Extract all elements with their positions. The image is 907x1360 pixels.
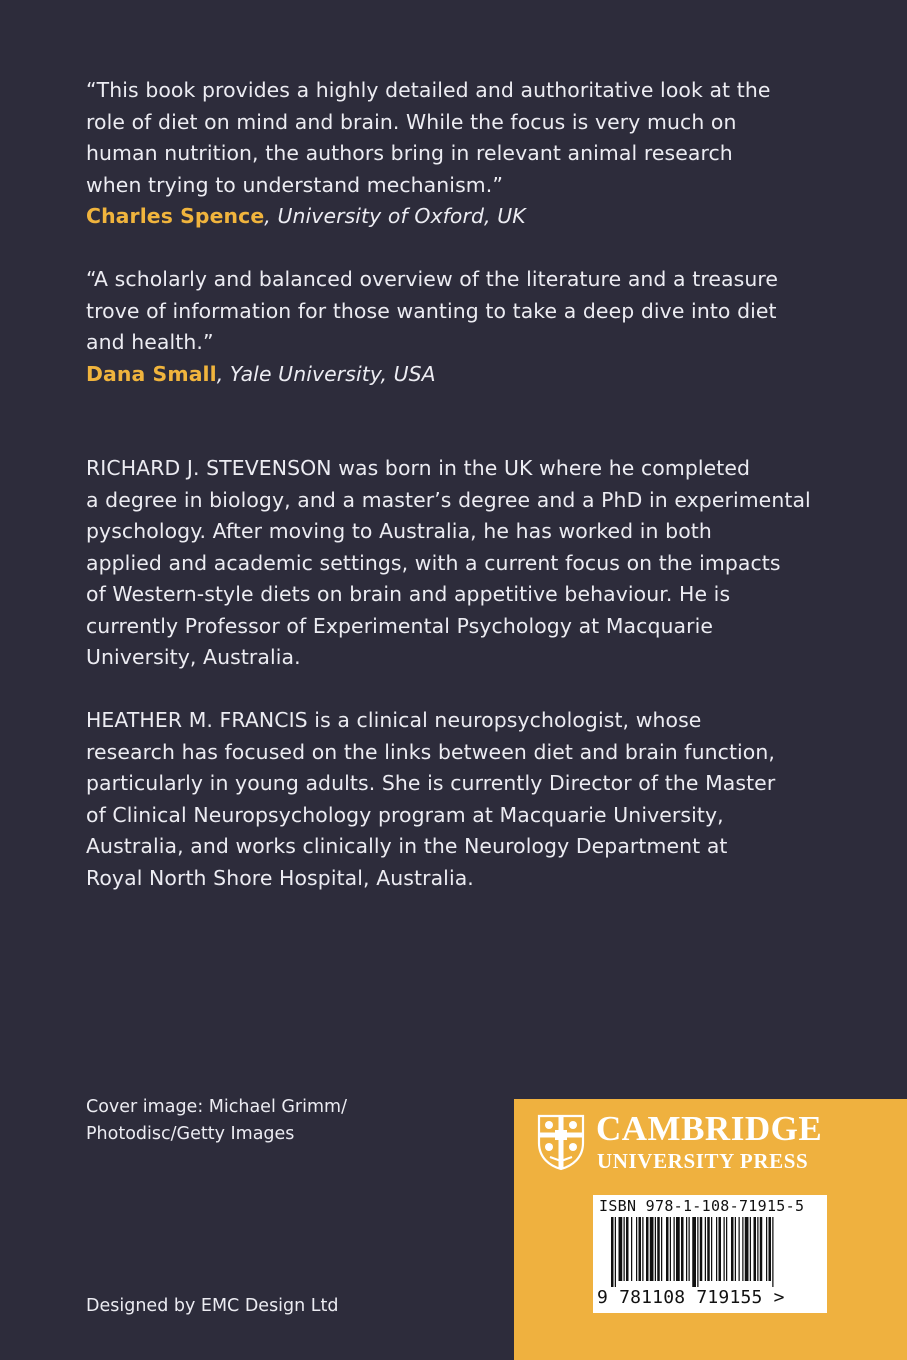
reviewer-affiliation: , Yale University, USA bbox=[216, 361, 436, 386]
barcode-bar bbox=[661, 1217, 662, 1281]
bio-line: University, Australia. bbox=[86, 645, 301, 669]
barcode-bar bbox=[757, 1217, 758, 1281]
bio-line: a degree in biology, and a master’s degree and a PhD in experimental bbox=[86, 487, 811, 512]
barcode-bar bbox=[745, 1217, 749, 1281]
quote-line: “This book provides a highly detailed and authoritative look at the bbox=[86, 78, 771, 102]
barcode-bar bbox=[657, 1217, 660, 1281]
barcode-bar bbox=[646, 1217, 649, 1281]
barcode-bar bbox=[674, 1217, 675, 1281]
barcode-bar bbox=[739, 1217, 740, 1281]
barcode-bar bbox=[666, 1217, 669, 1281]
publisher-name: CAMBRIDGE bbox=[596, 1109, 823, 1148]
bio-line: of Clinical Neuropsychology program at Macquarie University, bbox=[86, 802, 724, 827]
quote-line: human nutrition, the authors bring in relevant animal research bbox=[86, 141, 733, 165]
publisher-panel bbox=[514, 1099, 907, 1360]
barcode-bar bbox=[636, 1217, 637, 1281]
barcode-bar bbox=[719, 1217, 722, 1281]
bio-line: pyschology. After moving to Australia, he has worked in both bbox=[86, 519, 712, 543]
barcode-bar bbox=[724, 1217, 725, 1281]
quote-attribution bbox=[86, 201, 826, 233]
quote-line: when trying to understand mechanism.” bbox=[86, 172, 503, 197]
barcode-bar bbox=[735, 1217, 736, 1281]
quote-attribution bbox=[86, 359, 826, 391]
bio-line: of Western-style diets on brain and appetitive behaviour. He is bbox=[86, 582, 731, 606]
barcode-bar bbox=[760, 1217, 763, 1281]
barcode-bar bbox=[676, 1217, 680, 1281]
barcode-bar bbox=[769, 1217, 772, 1281]
barcode-bar bbox=[689, 1217, 690, 1281]
barcode-digits: 9 781108 719155 > bbox=[597, 1287, 785, 1308]
designer-credit bbox=[86, 1293, 339, 1320]
bio-line: currently Professor of Experimental Psychology at Macquarie bbox=[86, 613, 714, 638]
review-quote-1 bbox=[86, 75, 826, 233]
barcode-bar bbox=[631, 1217, 632, 1281]
bio-line: research has focused on the links between diet and brain function, bbox=[86, 739, 775, 764]
review-quote-2 bbox=[86, 264, 826, 390]
barcode-bar bbox=[697, 1217, 698, 1287]
barcode-bar bbox=[707, 1217, 710, 1281]
crest-icon bbox=[536, 1113, 586, 1171]
barcode-bar bbox=[731, 1217, 734, 1281]
barcode-bar bbox=[619, 1217, 623, 1281]
barcode-bar bbox=[655, 1217, 656, 1281]
barcode-bar bbox=[711, 1217, 712, 1281]
barcode-bars bbox=[601, 1217, 819, 1287]
author-bio-1 bbox=[86, 453, 826, 674]
barcode-bar bbox=[750, 1217, 751, 1281]
credit-line: Photodisc/Getty Images bbox=[86, 1124, 295, 1144]
barcode-bar bbox=[686, 1217, 687, 1281]
quote-line: role of diet on mind and brain. While the focus is very much on bbox=[86, 109, 737, 134]
barcode-bar bbox=[639, 1217, 642, 1281]
barcode-bar bbox=[670, 1217, 671, 1281]
quote-line: trove of information for those wanting to take a deep dive into diet bbox=[86, 298, 777, 323]
reviewer-name: Charles Spence bbox=[86, 204, 265, 228]
author-bio-2 bbox=[86, 705, 826, 894]
barcode-bar bbox=[624, 1217, 625, 1281]
reviewer-name: Dana Small bbox=[86, 361, 217, 386]
barcode-bar bbox=[705, 1217, 706, 1281]
isbn-label: ISBN 978-1-108-71915-5 bbox=[599, 1197, 805, 1215]
barcode-bar bbox=[754, 1217, 757, 1281]
isbn-barcode bbox=[593, 1195, 827, 1313]
barcode-bar bbox=[700, 1217, 703, 1281]
designer-line: Designed by EMC Design Ltd bbox=[86, 1296, 339, 1316]
barcode-bar bbox=[642, 1217, 643, 1281]
bio-line: Australia, and works clinically in the Neurology Department at bbox=[86, 834, 728, 858]
barcode-bar bbox=[772, 1217, 773, 1287]
reviewer-affiliation: , University of Oxford, UK bbox=[264, 204, 526, 228]
cover-image-credit bbox=[86, 1094, 347, 1148]
bio-line: Royal North Shore Hospital, Australia. bbox=[86, 865, 474, 890]
barcode-bar bbox=[726, 1217, 727, 1281]
publisher-subname: UNIVERSITY PRESS bbox=[597, 1149, 809, 1173]
barcode-bar bbox=[615, 1217, 616, 1287]
quote-line: and health.” bbox=[86, 330, 214, 354]
barcode-bar bbox=[611, 1217, 614, 1287]
bio-line: HEATHER M. FRANCIS is a clinical neuropsychologist, whose bbox=[86, 708, 702, 732]
barcode-bar bbox=[716, 1217, 717, 1281]
barcode-bar bbox=[742, 1217, 743, 1281]
quote-line: “A scholarly and balanced overview of the literature and a treasure bbox=[86, 267, 779, 291]
barcode-bar bbox=[650, 1217, 654, 1281]
barcode-bar bbox=[692, 1217, 696, 1287]
bio-line: particularly in young adults. She is currently Director of the Master bbox=[86, 771, 776, 795]
barcode-bar bbox=[766, 1217, 767, 1281]
bio-line: applied and academic settings, with a current focus on the impacts bbox=[86, 550, 781, 575]
barcode-bar bbox=[681, 1217, 684, 1281]
credit-line: Cover image: Michael Grimm/ bbox=[86, 1097, 347, 1117]
barcode-bar bbox=[626, 1217, 629, 1281]
bio-line: RICHARD J. STEVENSON was born in the UK where he completed bbox=[86, 456, 751, 480]
